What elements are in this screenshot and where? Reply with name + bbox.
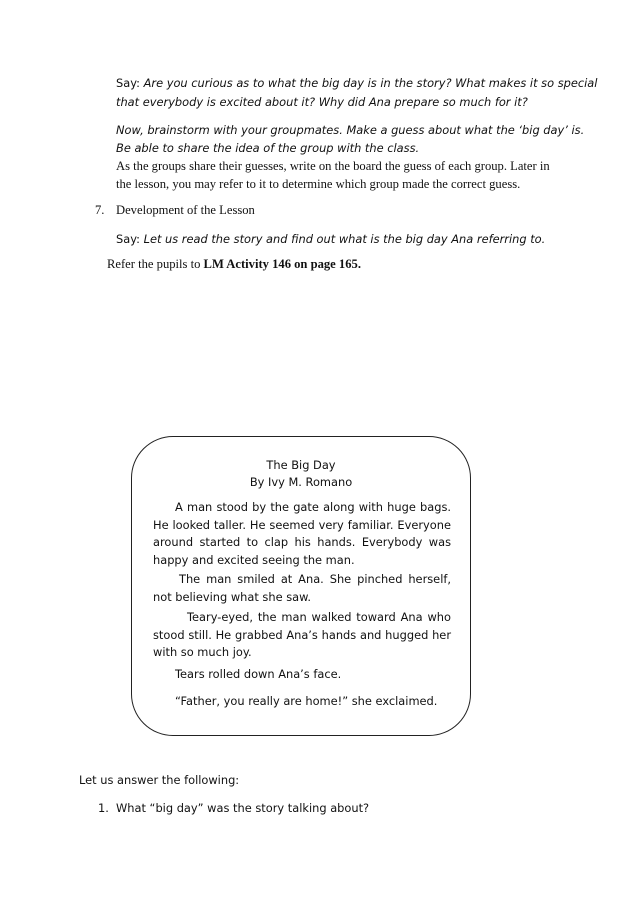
story-author: By Ivy M. Romano xyxy=(249,475,353,489)
say-line-2: that everybody is excited about it? Why did Ana prepare so much for it? xyxy=(116,95,528,109)
question-1-number: 1. xyxy=(98,801,109,815)
development-heading: Development of the Lesson xyxy=(116,203,255,217)
story-paragraph-3: Teary-eyed, the man walked toward Ana who stood still. He grabbed Ana’s hands and hugged her with so much joy. xyxy=(153,610,451,660)
say-line-1: Say: Are you curious as to what the big day is in the story? What makes it so special xyxy=(116,76,598,90)
refer-line: Refer the pupils to LM Activity 146 on page 165. xyxy=(107,257,361,271)
development-number: 7. xyxy=(95,203,105,217)
groups-line-2: the lesson, you may refer to it to determine which group made the correct guess. xyxy=(116,177,521,191)
groups-line-1: As the groups share their guesses, write on the board the guess of each group. Later in xyxy=(116,159,550,173)
questions-intro: Let us answer the following: xyxy=(79,773,240,787)
story-title: The Big Day xyxy=(266,458,336,472)
brainstorm-line-2: Be able to share the idea of the group with the class. xyxy=(116,141,420,155)
brainstorm-line-1: Now, brainstorm with your groupmates. Make a guess about what the ‘big day’ is. xyxy=(116,123,585,137)
development-say: Say: Let us read the story and find out what is the big day Ana referring to. xyxy=(116,232,546,246)
question-1-text: What “big day” was the story talking about? xyxy=(116,801,370,815)
story-paragraph-5: “Father, you really are home!” she exclaimed. xyxy=(175,694,438,708)
story-paragraph-4: Tears rolled down Ana’s face. xyxy=(175,667,342,681)
story-paragraph-1: A man stood by the gate along with huge bags. He looked taller. He seemed very familiar. Everyone around started to clap his hands. Everybody was happy and excited seeing the man. xyxy=(153,500,451,567)
story-paragraph-2: The man smiled at Ana. She pinched herself, not believing what she saw. xyxy=(153,572,451,604)
